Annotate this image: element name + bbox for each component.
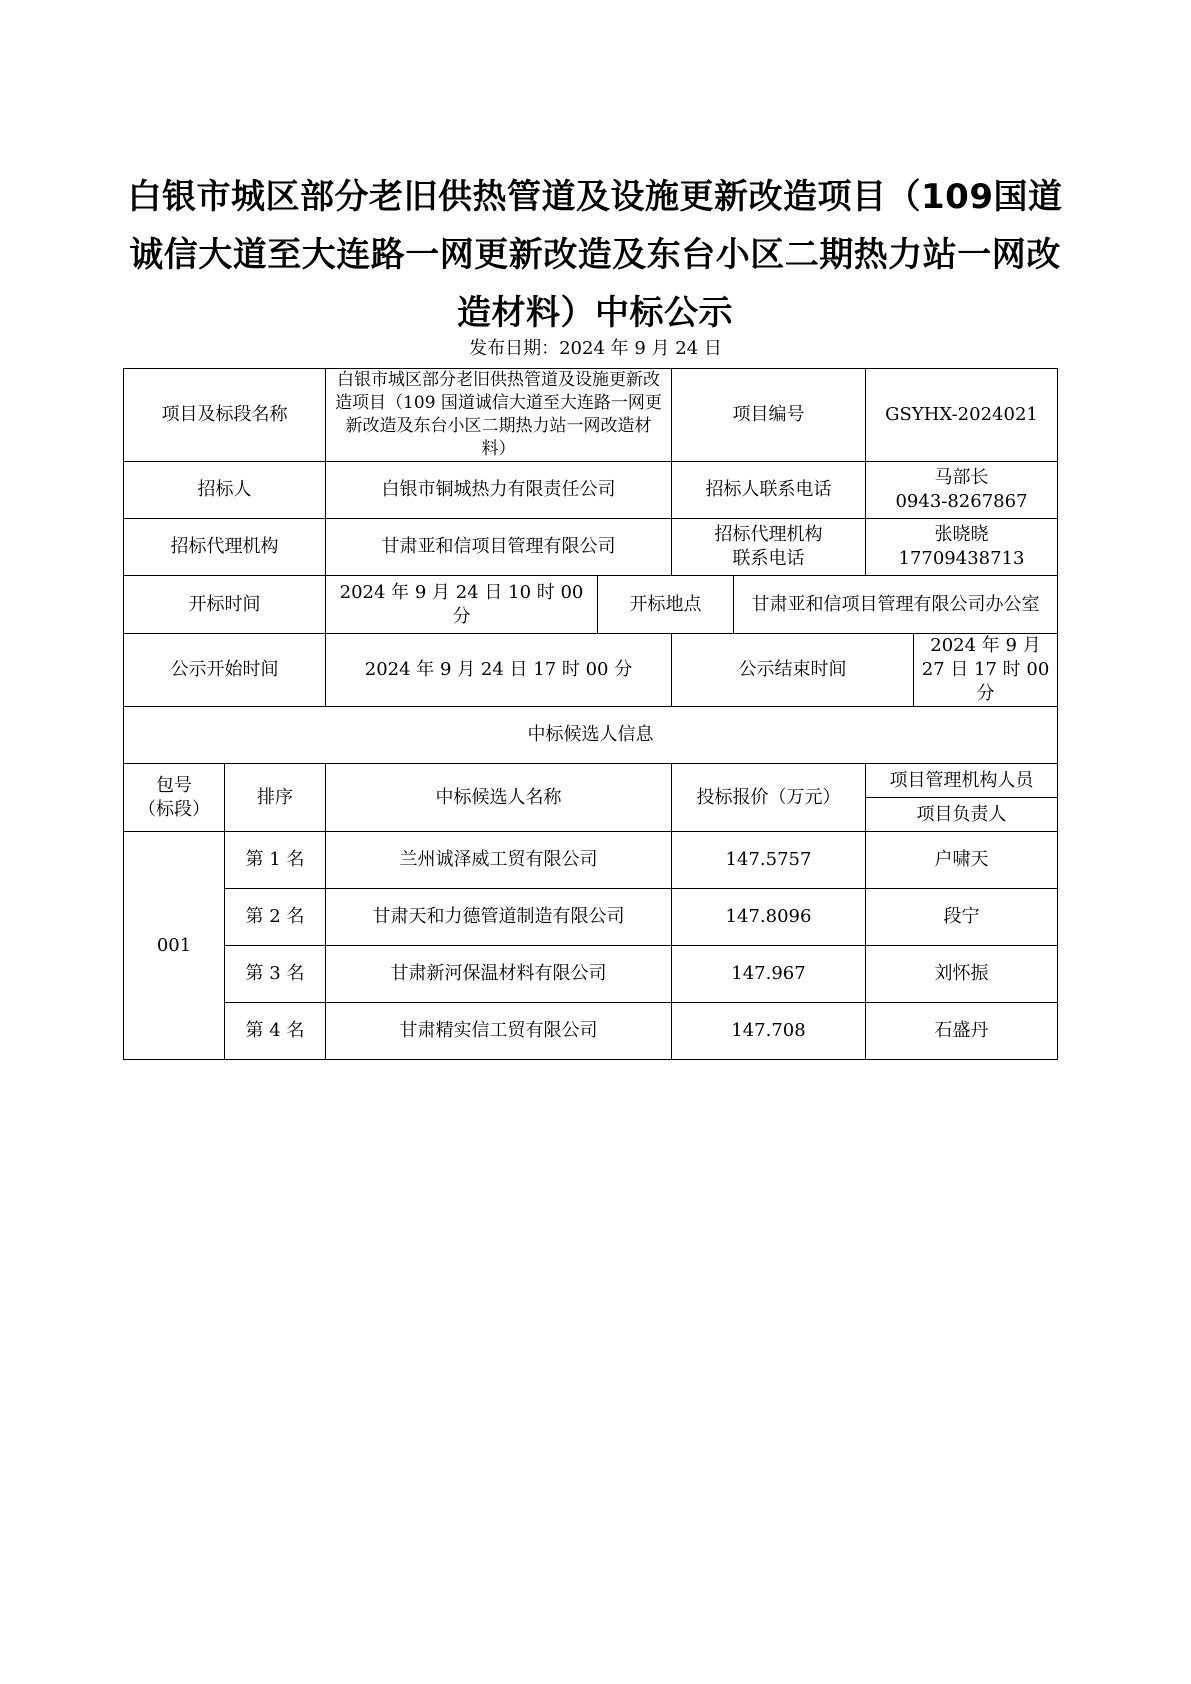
candidate-rank: 第 2 名 [225, 889, 326, 946]
staff-header: 项目管理机构人员 [866, 764, 1058, 798]
candidate-name: 甘肃精实信工贸有限公司 [326, 1003, 672, 1060]
candidate-price: 147.5757 [672, 832, 866, 889]
agency-phone-label-line1: 招标代理机构 [714, 524, 823, 545]
table-row [124, 946, 1058, 1003]
tenderer-label: 招标人 [124, 462, 326, 519]
agency-contact-name: 张晓晓 [934, 524, 989, 545]
opening-time-label: 开标时间 [124, 576, 326, 634]
opening-row [124, 576, 1058, 634]
agency-label: 招标代理机构 [124, 519, 326, 576]
candidate-rank: 第 3 名 [225, 946, 326, 1003]
package-header-line1: 包号 [156, 774, 192, 796]
document-title: 白银市城区部分老旧供热管道及设施更新改造项目（109国道诚信大道至大连路一网更新改造及东台小区二期热力站一网改造材料）中标公示 [127, 177, 1063, 333]
candidates-header-row [124, 764, 1058, 798]
tenderer-phone-label: 招标人联系电话 [672, 462, 866, 519]
publicity-start-value: 2024 年 9 月 24 日 17 时 00 分 [326, 634, 672, 707]
table-row [124, 889, 1058, 946]
candidate-price: 147.967 [672, 946, 866, 1003]
candidate-rank: 第 4 名 [225, 1003, 326, 1060]
opening-place-label: 开标地点 [598, 576, 734, 634]
opening-time-value: 2024 年 9 月 24 日 10 时 00 分 [326, 576, 598, 634]
rank-header: 排序 [225, 764, 326, 832]
table-row [124, 832, 1058, 889]
tenderer-contact-name: 马部长 [934, 467, 989, 488]
publicity-start-label: 公示开始时间 [124, 634, 326, 707]
project-name-label: 项目及标段名称 [124, 369, 326, 462]
candidates-section-title: 中标候选人信息 [124, 707, 1058, 764]
project-code-label: 项目编号 [672, 369, 866, 462]
package-header [124, 764, 225, 832]
price-header: 投标报价（万元） [672, 764, 866, 832]
package-number: 001 [124, 832, 225, 1060]
project-row [124, 369, 1058, 462]
candidate-manager: 段宁 [866, 889, 1058, 946]
candidate-price: 147.708 [672, 1003, 866, 1060]
candidate-name: 兰州诚泽威工贸有限公司 [326, 832, 672, 889]
tenderer-value: 白银市铜城热力有限责任公司 [326, 462, 672, 519]
tenderer-row [124, 462, 1058, 519]
table-row [124, 1003, 1058, 1060]
candidate-price: 147.8096 [672, 889, 866, 946]
project-name-value: 白银市城区部分老旧供热管道及设施更新改造项目（109 国道诚信大道至大连路一网更新改造及东台小区二期热力站一网改造材料） [326, 369, 672, 462]
bid-result-table [123, 368, 1058, 1060]
tenderer-contact-phone: 0943-8267867 [895, 491, 1028, 512]
publicity-row [124, 634, 1058, 707]
candidate-name-header: 中标候选人名称 [326, 764, 672, 832]
agency-contact-phone: 17709438713 [898, 548, 1025, 569]
agency-contact [866, 519, 1058, 576]
candidate-name: 甘肃天和力德管道制造有限公司 [326, 889, 672, 946]
agency-phone-label-line2: 联系电话 [732, 548, 805, 569]
publicity-end-label: 公示结束时间 [672, 634, 914, 707]
publish-date: 发布日期：2024 年 9 月 24 日 [469, 338, 722, 359]
candidates-section-row [124, 707, 1058, 764]
candidate-manager: 石盛丹 [866, 1003, 1058, 1060]
candidate-name: 甘肃新河保温材料有限公司 [326, 946, 672, 1003]
agency-value: 甘肃亚和信项目管理有限公司 [326, 519, 672, 576]
candidate-manager: 户啸天 [866, 832, 1058, 889]
agency-row [124, 519, 1058, 576]
publicity-end-value: 2024 年 9 月 27 日 17 时 00 分 [914, 634, 1058, 707]
manager-header: 项目负责人 [866, 798, 1058, 832]
agency-phone-label [672, 519, 866, 576]
candidate-manager: 刘怀振 [866, 946, 1058, 1003]
tenderer-contact [866, 462, 1058, 519]
package-header-line2: （标段） [138, 798, 210, 820]
opening-place-value: 甘肃亚和信项目管理有限公司办公室 [734, 576, 1058, 634]
candidate-rank: 第 1 名 [225, 832, 326, 889]
project-code-value: GSYHX-2024021 [866, 369, 1058, 462]
